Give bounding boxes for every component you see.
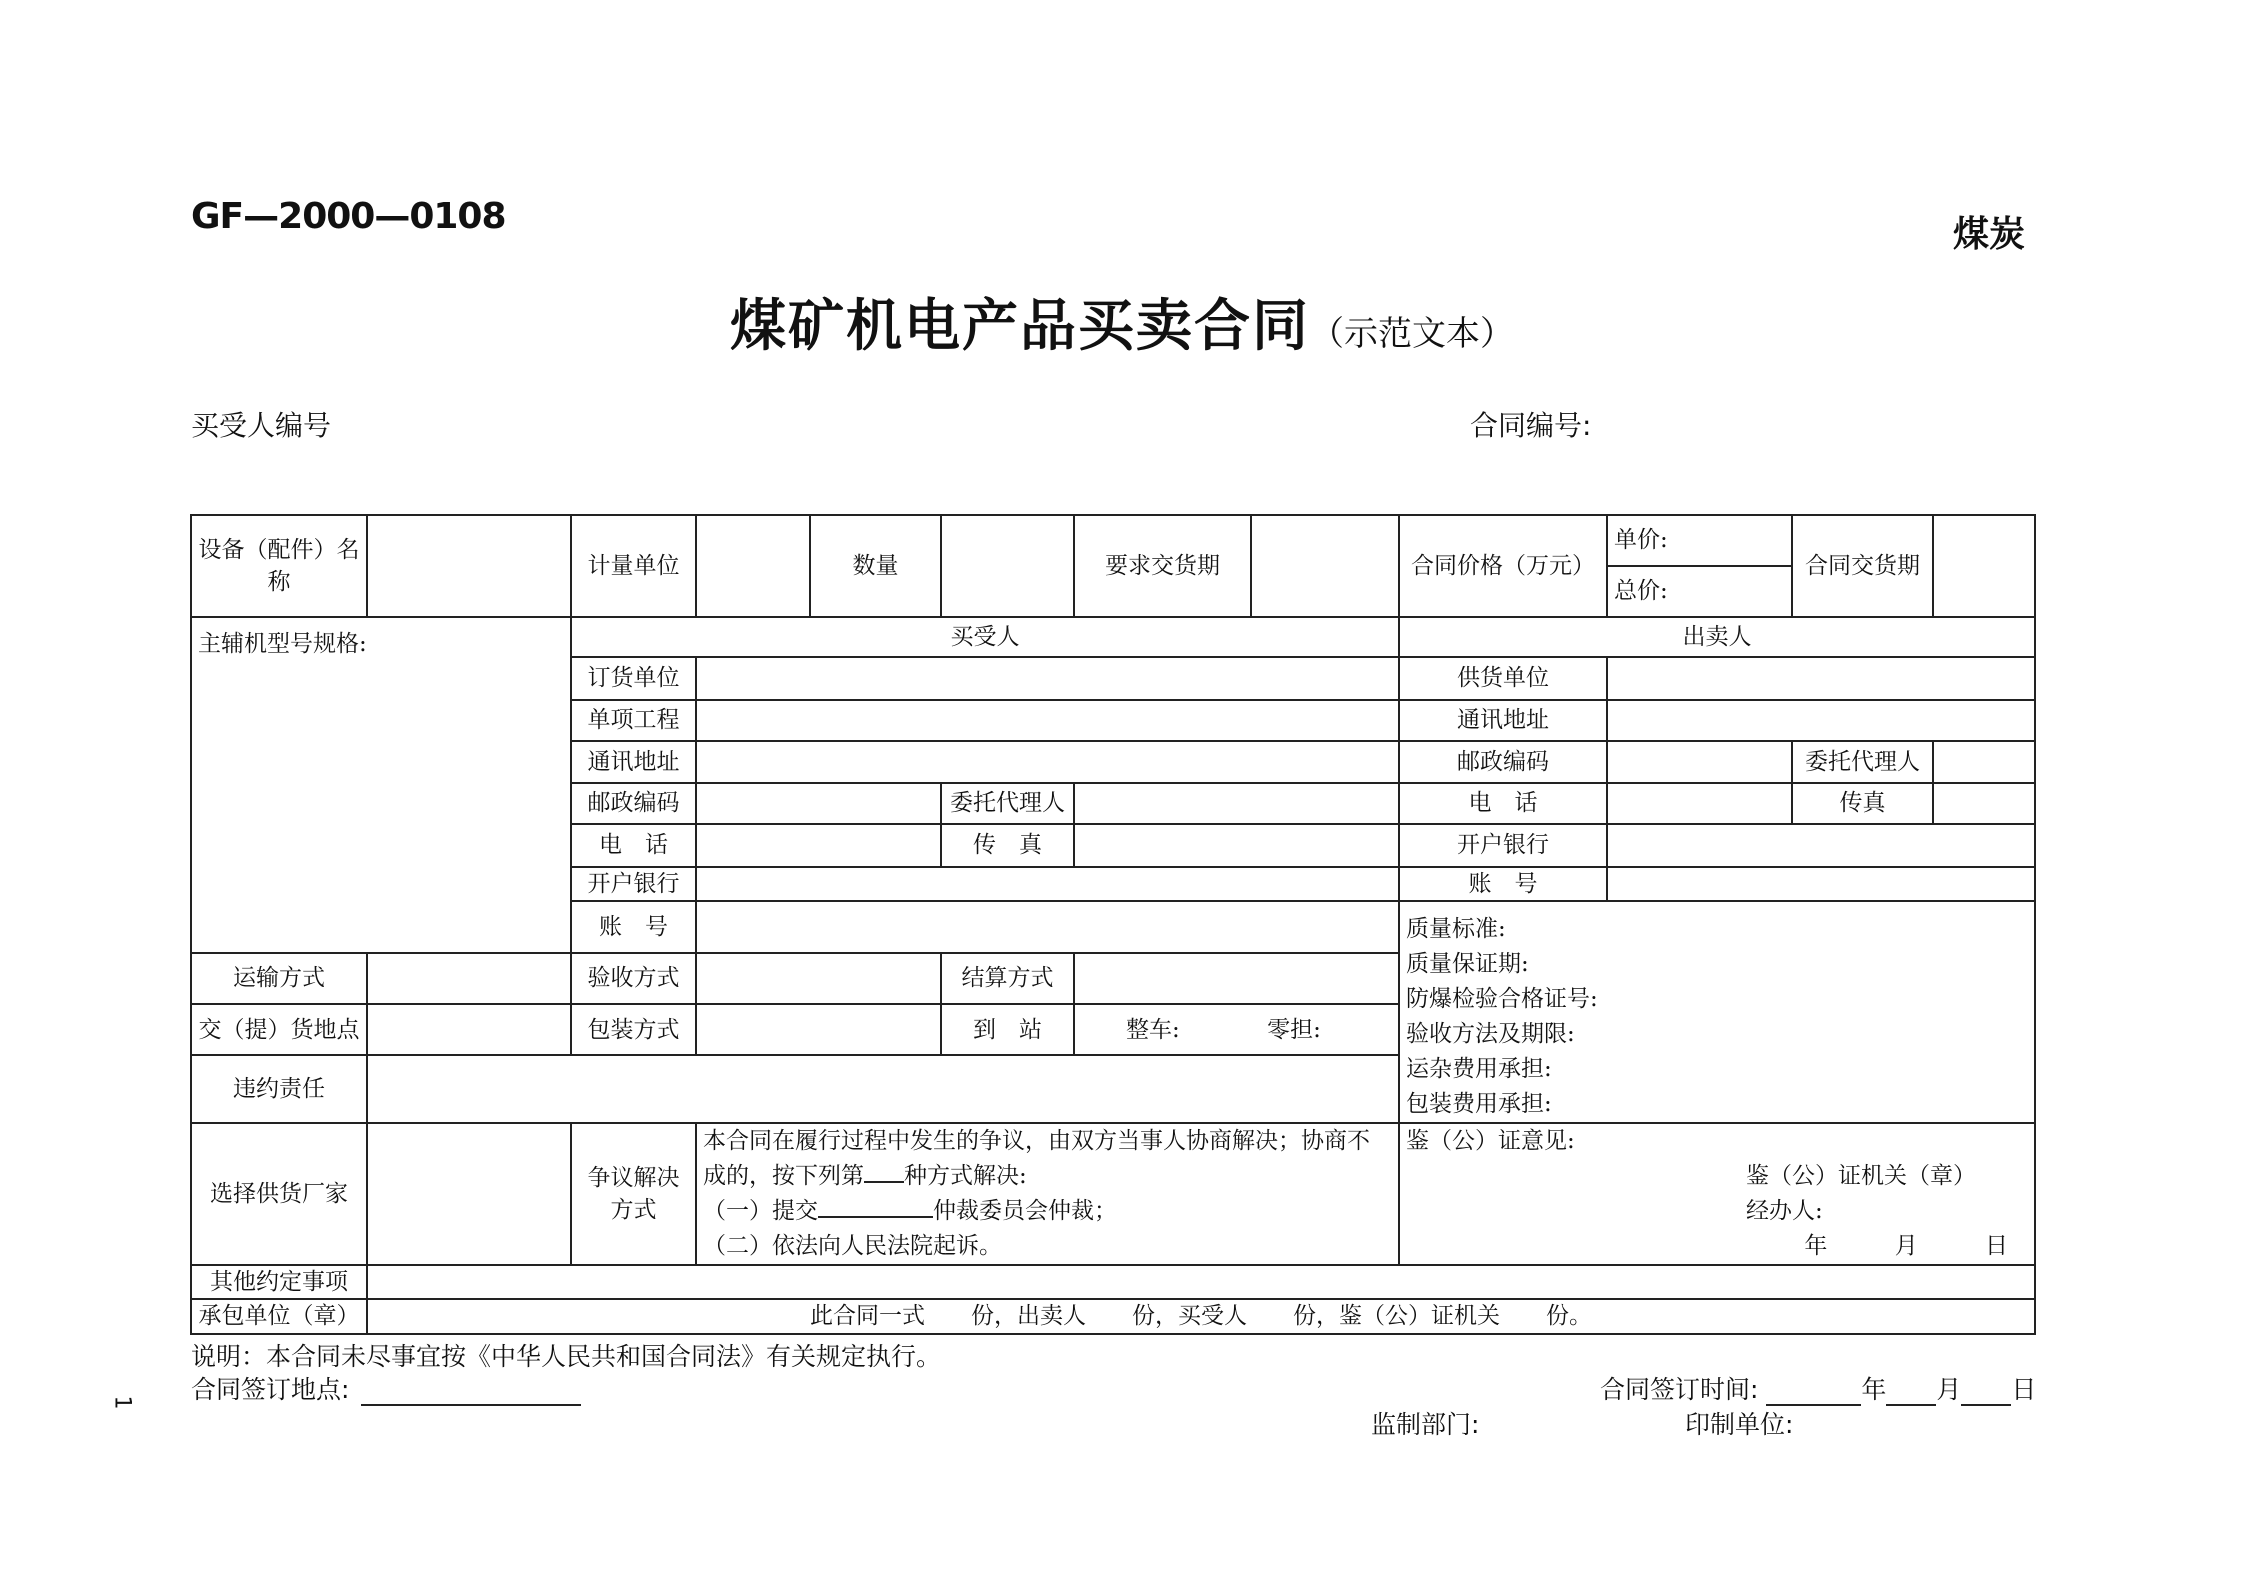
breach-cell[interactable] [367, 1055, 1399, 1123]
arrival-station-label: 到 站 [941, 1004, 1074, 1055]
equipment-name-cell[interactable] [367, 515, 571, 617]
quantity-cell[interactable] [941, 515, 1074, 617]
quantity-label: 数量 [810, 515, 941, 617]
other-matters-label: 其他约定事项 [191, 1265, 367, 1299]
buyer-account-cell[interactable] [696, 901, 1399, 952]
sign-place-label: 合同签订地点: [191, 1375, 350, 1404]
sign-month-label: 月 [1936, 1375, 1962, 1404]
full-car-label: 整车: [1126, 1016, 1180, 1043]
sign-day-blank[interactable] [1961, 1380, 2011, 1406]
dispute-label: 争议解决方式 [571, 1123, 696, 1265]
page-number: 1 [109, 1395, 135, 1410]
contract-delivery-cell[interactable] [1933, 515, 2035, 617]
notary-office-label: 鉴（公）证机关（章） [1746, 1163, 1976, 1190]
buyer-bank-label: 开户银行 [571, 867, 696, 901]
page-title [0, 282, 2244, 362]
contract-table [190, 514, 2036, 1335]
seller-fax-cell[interactable] [1933, 783, 2035, 824]
dispute-text [696, 1123, 1399, 1265]
unit-cell[interactable] [696, 515, 810, 617]
buyer-agent-label: 委托代理人 [941, 783, 1074, 824]
contract-price-label: 合同价格（万元） [1399, 515, 1607, 617]
seller-phone-cell[interactable] [1607, 783, 1792, 824]
unit-price-label[interactable]: 单价: [1608, 516, 1791, 567]
dispute-line-1: 本合同在履行过程中发生的争议，由双方当事人协商解决；协商不 [703, 1128, 1370, 1155]
supplier-select-label: 选择供货厂家 [191, 1123, 367, 1265]
single-project-label: 单项工程 [571, 700, 696, 741]
less-car-label: 零担: [1267, 1016, 1321, 1043]
buyer-postal-label: 邮政编码 [571, 783, 696, 824]
buyer-account-label: 账 号 [571, 901, 696, 952]
acceptance-cell[interactable] [696, 953, 941, 1004]
copies-text: 此合同一式 份，出卖人 份，买受人 份，鉴（公）证机关 份。 [367, 1299, 2035, 1333]
buyer-agent-cell[interactable] [1074, 783, 1399, 824]
seller-postal-label: 邮政编码 [1399, 741, 1607, 783]
order-unit-cell[interactable] [696, 657, 1399, 700]
explosion-proof-label: 防爆检验合格证号: [1406, 986, 1598, 1013]
buyer-fax-cell[interactable] [1074, 824, 1399, 867]
buyer-fax-label: 传 真 [941, 824, 1074, 867]
sign-time-label: 合同签订时间: [1600, 1375, 1759, 1404]
buyer-phone-label: 电 话 [571, 824, 696, 867]
seller-header: 出卖人 [1399, 617, 2035, 657]
arbitration-blank[interactable] [818, 1216, 933, 1218]
sign-time [1600, 1370, 2036, 1406]
packing-label: 包装方式 [571, 1004, 696, 1055]
sign-year-blank[interactable] [1766, 1380, 1861, 1406]
unit-label: 计量单位 [571, 515, 696, 617]
total-price-label[interactable]: 总价: [1614, 578, 1668, 604]
model-spec-label[interactable]: 主辅机型号规格: [191, 617, 571, 953]
quality-block[interactable] [1399, 901, 2035, 1123]
category-label: 煤炭 [1953, 214, 2026, 255]
buyer-phone-cell[interactable] [696, 824, 941, 867]
supply-unit-cell[interactable] [1607, 657, 2035, 700]
single-project-cell[interactable] [696, 700, 1399, 741]
acceptance-label: 验收方式 [571, 953, 696, 1004]
sign-year-label: 年 [1861, 1375, 1887, 1404]
contract-delivery-label: 合同交货期 [1792, 515, 1933, 617]
dispute-line-4: （二）依法向人民法院起诉。 [703, 1233, 1002, 1260]
supervisor-label: 监制部门: [1371, 1410, 1480, 1439]
packing-cost-label: 包装费用承担: [1406, 1091, 1552, 1118]
supplier-select-cell[interactable] [367, 1123, 571, 1265]
dispute-option-blank[interactable] [864, 1181, 904, 1183]
seller-agent-label: 委托代理人 [1792, 741, 1933, 783]
dispute-line-2: 成的，按下列第 种方式解决: [703, 1163, 1027, 1190]
settlement-label: 结算方式 [941, 953, 1074, 1004]
notary-opinion-label: 鉴（公）证意见: [1406, 1128, 1575, 1155]
transport-cell[interactable] [367, 953, 571, 1004]
order-unit-label: 订货单位 [571, 657, 696, 700]
breach-label: 违约责任 [191, 1055, 367, 1123]
seller-phone-label: 电 话 [1399, 783, 1607, 824]
buyer-address-label: 通讯地址 [571, 741, 696, 783]
printer-label: 印制单位: [1685, 1410, 1794, 1439]
seller-fax-label: 传真 [1792, 783, 1933, 824]
seller-account-label: 账 号 [1399, 867, 1607, 901]
sign-place [191, 1370, 581, 1406]
acceptance-period-label: 验收方法及期限: [1406, 1021, 1575, 1048]
buyer-number-label: 买受人编号 [191, 409, 332, 442]
buyer-address-cell[interactable] [696, 741, 1399, 783]
arrival-station-cell[interactable] [1074, 1004, 1399, 1055]
supply-unit-label: 供货单位 [1399, 657, 1607, 700]
sign-day-label: 日 [2011, 1375, 2037, 1404]
dispute-line-3: （一）提交 仲裁委员会仲裁； [703, 1198, 1117, 1225]
other-matters-cell[interactable] [367, 1265, 2035, 1299]
title-sub: （示范文本） [1310, 314, 1514, 354]
seller-agent-cell[interactable] [1933, 741, 2035, 783]
freight-cost-label: 运杂费用承担: [1406, 1056, 1552, 1083]
form-code: GF—2000—0108 [191, 196, 506, 237]
transport-label: 运输方式 [191, 953, 367, 1004]
quality-standard-label: 质量标准: [1406, 916, 1506, 943]
seller-address-label: 通讯地址 [1399, 700, 1607, 741]
seller-postal-cell[interactable] [1607, 741, 1792, 783]
buyer-header: 买受人 [571, 617, 1399, 657]
equipment-name-label: 设备（配件）名称 [191, 515, 367, 617]
delivery-date-cell[interactable] [1251, 515, 1399, 617]
sign-month-blank[interactable] [1886, 1380, 1936, 1406]
footer-note: 说明：本合同未尽事宜按《中华人民共和国合同法》有关规定执行。 [191, 1342, 942, 1371]
buyer-postal-cell[interactable] [696, 783, 941, 824]
seller-bank-label: 开户银行 [1399, 824, 1607, 867]
quality-warranty-label: 质量保证期: [1406, 951, 1529, 978]
seller-account-cell[interactable] [1607, 867, 2035, 901]
contractor-label: 承包单位（章） [191, 1299, 367, 1333]
title-main: 煤矿机电产品买卖合同 [730, 294, 1310, 359]
notary-block[interactable] [1399, 1123, 2035, 1265]
handler-label: 经办人: [1746, 1198, 1823, 1225]
price-split-cell [1607, 515, 1792, 617]
delivery-place-label: 交（提）货地点 [191, 1004, 367, 1055]
buyer-bank-cell[interactable] [696, 867, 1399, 901]
seller-bank-cell[interactable] [1607, 824, 2035, 867]
notary-date: 年 月 日 [1804, 1233, 2008, 1260]
settlement-cell[interactable] [1074, 953, 1399, 1004]
delivery-place-cell[interactable] [367, 1004, 571, 1055]
contract-number-label: 合同编号: [1470, 409, 1592, 442]
seller-address-cell[interactable] [1607, 700, 2035, 741]
packing-cell[interactable] [696, 1004, 941, 1055]
delivery-date-label: 要求交货期 [1074, 515, 1251, 617]
sign-place-blank[interactable] [361, 1380, 581, 1406]
